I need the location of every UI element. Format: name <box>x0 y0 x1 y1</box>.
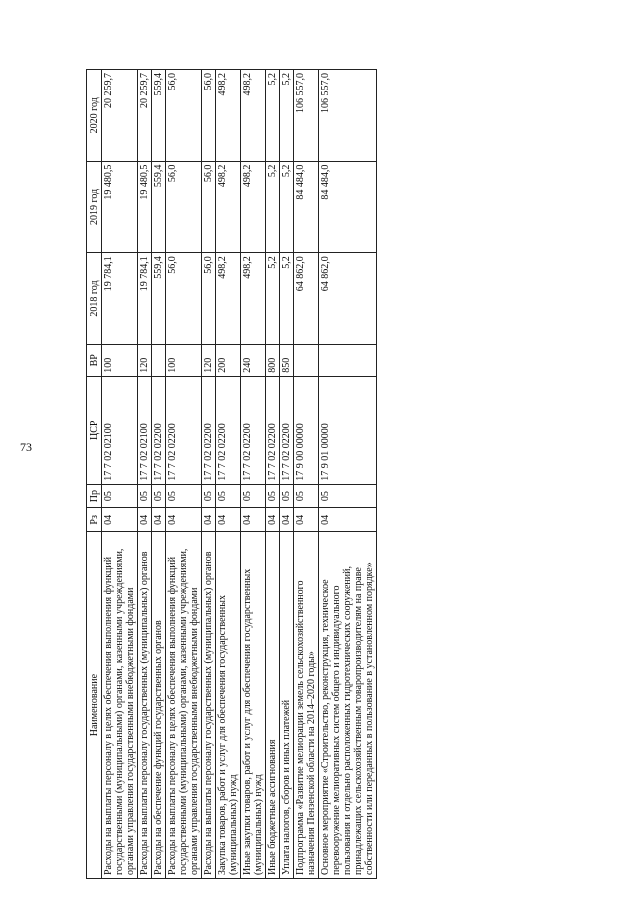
header-2020: 2020 год <box>87 70 102 162</box>
table-row <box>138 70 152 879</box>
cell-rz: 04 <box>138 508 152 532</box>
header-2018: 2018 год <box>87 253 102 345</box>
table-row <box>216 70 241 879</box>
cell-2019: 84 484,0 <box>294 161 319 253</box>
cell-pr: 05 <box>138 484 152 508</box>
cell-rz: 04 <box>166 508 202 532</box>
cell-vr <box>152 344 166 376</box>
header-csr: ЦСР <box>87 376 102 484</box>
cell-2019: 84 484,0 <box>319 161 377 253</box>
table-row <box>202 70 216 879</box>
cell-name: Расходы на выплаты персоналу в целях обеспечения выполнения функций государственными (муниципальными) органами, казенными учреждениями, органами управления государственными внебюджетными фондами <box>166 532 202 879</box>
cell-2020: 56,0 <box>202 70 216 162</box>
cell-2020: 498,2 <box>216 70 241 162</box>
cell-vr <box>294 344 319 376</box>
cell-2020: 20 259,7 <box>102 70 138 162</box>
cell-2018: 56,0 <box>166 253 202 345</box>
cell-2018: 5,2 <box>280 253 294 345</box>
cell-csr: 17 7 02 02200 <box>241 376 266 484</box>
cell-2018: 19 784,1 <box>138 253 152 345</box>
cell-pr: 05 <box>102 484 138 508</box>
cell-csr: 17 9 00 00000 <box>294 376 319 484</box>
cell-name: Закупка товаров, работ и услуг для обеспечения государственных (муниципальных) нужд <box>216 532 241 879</box>
cell-2020: 5,2 <box>280 70 294 162</box>
cell-csr: 17 7 02 02200 <box>280 376 294 484</box>
cell-rz: 04 <box>152 508 166 532</box>
cell-csr: 17 7 02 02200 <box>166 376 202 484</box>
table-body <box>102 70 377 879</box>
cell-pr: 05 <box>280 484 294 508</box>
cell-name: Иные закупки товаров, работ и услуг для обеспечения государственных (муниципальных) нужд <box>241 532 266 879</box>
page-number: 73 <box>20 440 32 454</box>
cell-2019: 19 480,5 <box>102 161 138 253</box>
table-row <box>280 70 294 879</box>
cell-vr <box>319 344 377 376</box>
cell-csr: 17 7 02 02200 <box>216 376 241 484</box>
cell-rz: 04 <box>319 508 377 532</box>
cell-pr: 05 <box>266 484 280 508</box>
cell-2020: 498,2 <box>241 70 266 162</box>
cell-2018: 559,4 <box>152 253 166 345</box>
cell-name: Подпрограмма «Развитие мелиорации земель сельскохозяйственного назначения Пензенской области на 2014–2020 годы» <box>294 532 319 879</box>
cell-pr: 05 <box>216 484 241 508</box>
table-row <box>152 70 166 879</box>
cell-vr: 800 <box>266 344 280 376</box>
cell-name: Уплата налогов, сборов и иных платежей <box>280 532 294 879</box>
cell-2018: 5,2 <box>266 253 280 345</box>
cell-2019: 56,0 <box>202 161 216 253</box>
cell-2020: 5,2 <box>266 70 280 162</box>
table-row <box>294 70 319 879</box>
cell-2019: 5,2 <box>280 161 294 253</box>
header-rz: Рз <box>87 508 102 532</box>
cell-pr: 05 <box>319 484 377 508</box>
cell-vr: 120 <box>202 344 216 376</box>
table-row <box>241 70 266 879</box>
cell-rz: 04 <box>202 508 216 532</box>
cell-2020: 559,4 <box>152 70 166 162</box>
cell-pr: 05 <box>152 484 166 508</box>
cell-2018: 56,0 <box>202 253 216 345</box>
cell-vr: 200 <box>216 344 241 376</box>
cell-csr: 17 7 02 02200 <box>266 376 280 484</box>
cell-vr: 100 <box>102 344 138 376</box>
table-header-row <box>87 70 102 879</box>
cell-rz: 04 <box>102 508 138 532</box>
cell-pr: 05 <box>166 484 202 508</box>
cell-name: Расходы на выплаты персоналу государственных (муниципальных) органов <box>202 532 216 879</box>
table-row <box>102 70 138 879</box>
cell-csr: 17 9 01 00000 <box>319 376 377 484</box>
cell-name: Основное мероприятие «Строительство, реконструкция, техническое перевооружение мелиоративных систем общего и индивидуального пользования и отдельно расположенных гидротехнических сооружений, принадлежащих сельскохозяйственным товаропроизводителям на праве собственности или переданных в пользование в установленном порядке» <box>319 532 377 879</box>
cell-vr: 100 <box>166 344 202 376</box>
cell-2018: 19 784,1 <box>102 253 138 345</box>
cell-2020: 20 259,7 <box>138 70 152 162</box>
cell-2019: 498,2 <box>216 161 241 253</box>
cell-2020: 56,0 <box>166 70 202 162</box>
cell-rz: 04 <box>216 508 241 532</box>
cell-name: Расходы на обеспечение функций государственных органов <box>152 532 166 879</box>
cell-rz: 04 <box>280 508 294 532</box>
cell-csr: 17 7 02 02200 <box>202 376 216 484</box>
cell-2019: 498,2 <box>241 161 266 253</box>
cell-vr: 240 <box>241 344 266 376</box>
cell-pr: 05 <box>241 484 266 508</box>
cell-name: Расходы на выплаты персоналу государственных (муниципальных) органов <box>138 532 152 879</box>
cell-csr: 17 7 02 02100 <box>102 376 138 484</box>
cell-2020: 106 557,0 <box>294 70 319 162</box>
cell-2019: 559,4 <box>152 161 166 253</box>
cell-vr: 850 <box>280 344 294 376</box>
cell-pr: 05 <box>202 484 216 508</box>
table-row <box>319 70 377 879</box>
table-row <box>266 70 280 879</box>
header-2019: 2019 год <box>87 161 102 253</box>
header-vr: ВР <box>87 344 102 376</box>
cell-2020: 106 557,0 <box>319 70 377 162</box>
cell-csr: 17 7 02 02200 <box>152 376 166 484</box>
cell-name: Расходы на выплаты персоналу в целях обеспечения выполнения функций государственными (муниципальными) органами, казенными учреждениями, органами управления государственными внебюджетными фондами <box>102 532 138 879</box>
cell-vr: 120 <box>138 344 152 376</box>
header-pr: Пр <box>87 484 102 508</box>
cell-rz: 04 <box>241 508 266 532</box>
cell-rz: 04 <box>294 508 319 532</box>
cell-2018: 498,2 <box>216 253 241 345</box>
cell-csr: 17 7 02 02100 <box>138 376 152 484</box>
cell-2018: 498,2 <box>241 253 266 345</box>
cell-2019: 19 480,5 <box>138 161 152 253</box>
cell-pr: 05 <box>294 484 319 508</box>
cell-2019: 5,2 <box>266 161 280 253</box>
cell-2019: 56,0 <box>166 161 202 253</box>
cell-name: Иные бюджетные ассигнования <box>266 532 280 879</box>
header-name: Наименование <box>87 532 102 879</box>
cell-2018: 64 862,0 <box>294 253 319 345</box>
cell-2018: 64 862,0 <box>319 253 377 345</box>
cell-rz: 04 <box>266 508 280 532</box>
budget-table <box>86 69 377 879</box>
table-row <box>166 70 202 879</box>
